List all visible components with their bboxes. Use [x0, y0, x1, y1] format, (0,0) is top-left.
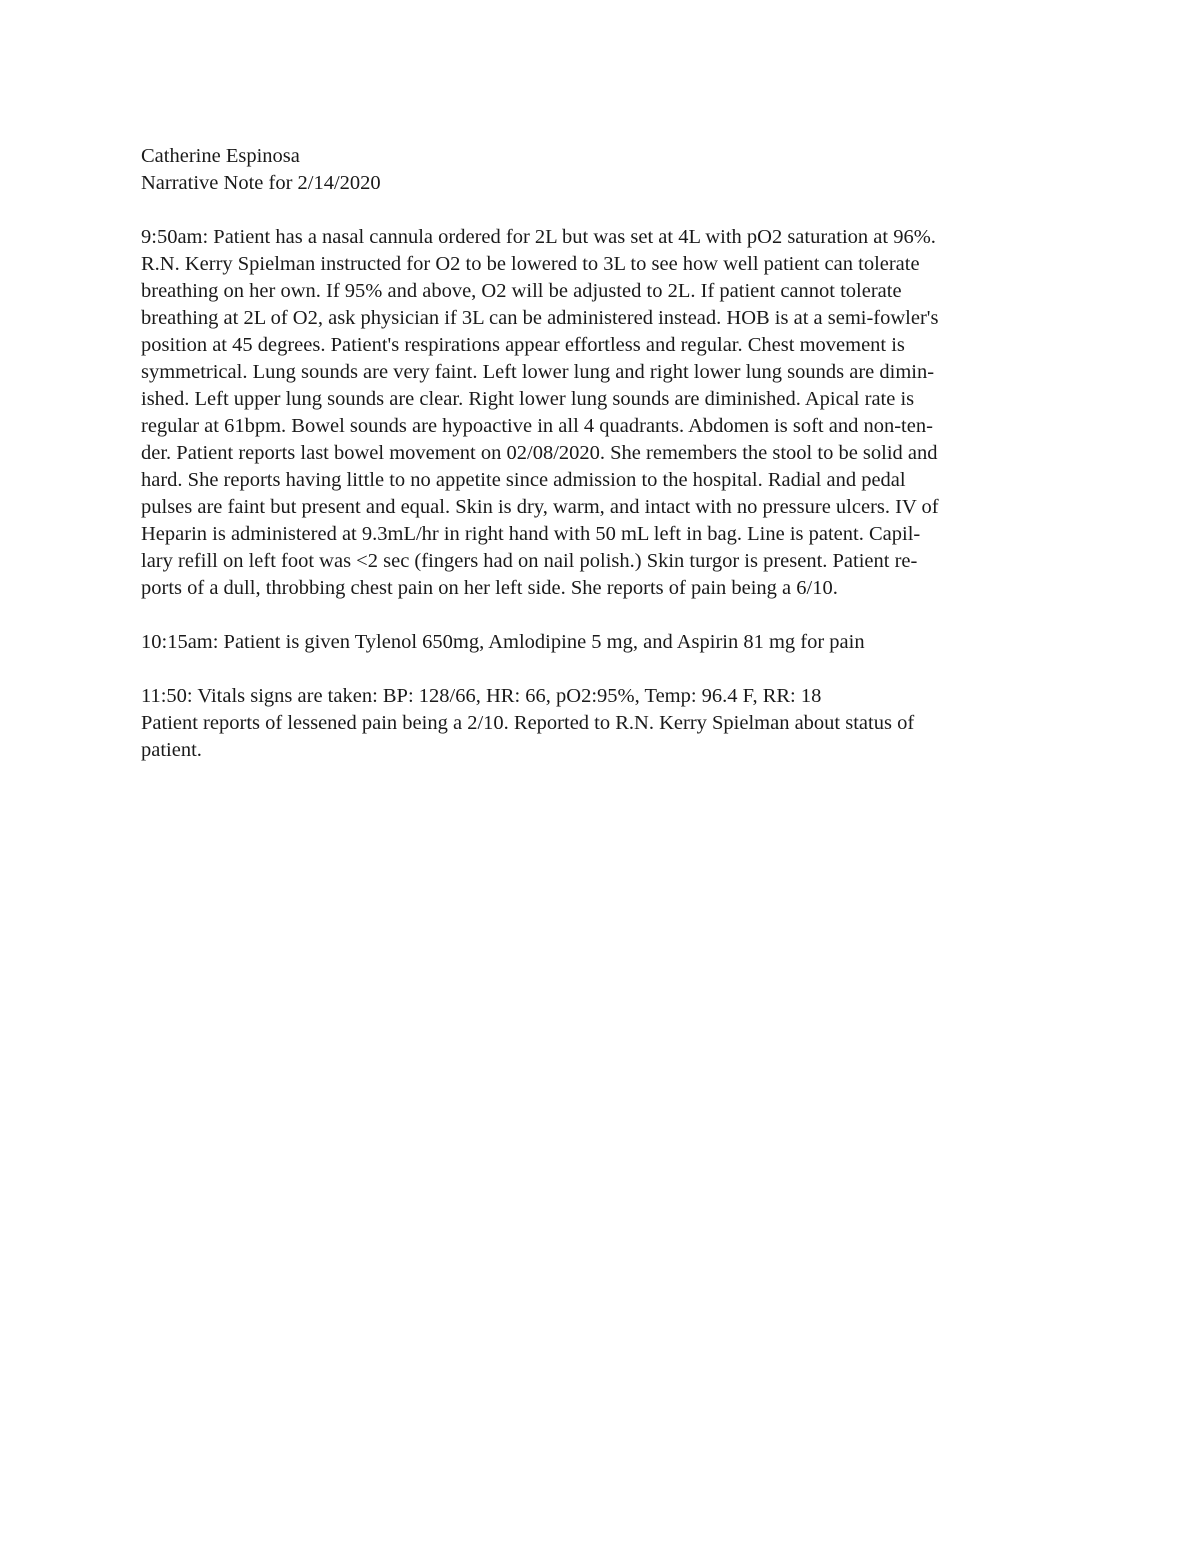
text-line: R.N. Kerry Spielman instructed for O2 to be lowered to 3L to see how well patient can tolerate [141, 253, 920, 275]
text-line: hard. She reports having little to no appetite since admission to the hospital. Radial and pedal [141, 469, 906, 491]
text-line: 10:15am: Patient is given Tylenol 650mg, Amlodipine 5 mg, and Aspirin 81 mg for pain [141, 631, 865, 653]
text-line: lary refill on left foot was <2 sec (fingers had on nail polish.) Skin turgor is present. Patient re- [141, 550, 918, 572]
text-line: der. Patient reports last bowel movement on 02/08/2020. She remembers the stool to be solid and [141, 442, 938, 464]
text-line: patient. [141, 739, 202, 761]
paragraph-spacer [141, 602, 1061, 629]
entry-0950 [141, 224, 1061, 602]
text-line: 9:50am: Patient has a nasal cannula ordered for 2L but was set at 4L with pO2 saturation at 96%. [141, 226, 936, 248]
text-line: ports of a dull, throbbing chest pain on her left side. She reports of pain being a 6/10. [141, 577, 838, 599]
paragraph-spacer [141, 656, 1061, 683]
text-line: position at 45 degrees. Patient's respirations appear effortless and regular. Chest movement is [141, 334, 905, 356]
narrative-note [141, 143, 1061, 764]
text-line: regular at 61bpm. Bowel sounds are hypoactive in all 4 quadrants. Abdomen is soft and non-ten- [141, 415, 933, 437]
text-line: 11:50: Vitals signs are taken: BP: 128/66, HR: 66, pO2:95%, Temp: 96.4 F, RR: 18 [141, 685, 822, 707]
text-line: pulses are faint but present and equal. Skin is dry, warm, and intact with no pressure ulcers. IV of [141, 496, 939, 518]
text-line: breathing at 2L of O2, ask physician if 3L can be administered instead. HOB is at a semi-fowler's [141, 307, 939, 329]
text-line: ished. Left upper lung sounds are clear. Right lower lung sounds are diminished. Apical rate is [141, 388, 915, 410]
text-line: breathing on her own. If 95% and above, O2 will be adjusted to 2L. If patient cannot tolerate [141, 280, 902, 302]
note-title: Narrative Note for 2/14/2020 [141, 172, 381, 194]
text-line: Patient reports of lessened pain being a 2/10. Reported to R.N. Kerry Spielman about status of [141, 712, 915, 734]
text-line: Heparin is administered at 9.3mL/hr in right hand with 50 mL left in bag. Line is patent. Capil- [141, 523, 921, 545]
author-name: Catherine Espinosa [141, 145, 300, 167]
paragraph-spacer [141, 197, 1061, 224]
text-line: symmetrical. Lung sounds are very faint. Left lower lung and right lower lung sounds are dimin- [141, 361, 935, 383]
entry-1150 [141, 683, 1061, 764]
entry-1015 [141, 629, 1061, 656]
